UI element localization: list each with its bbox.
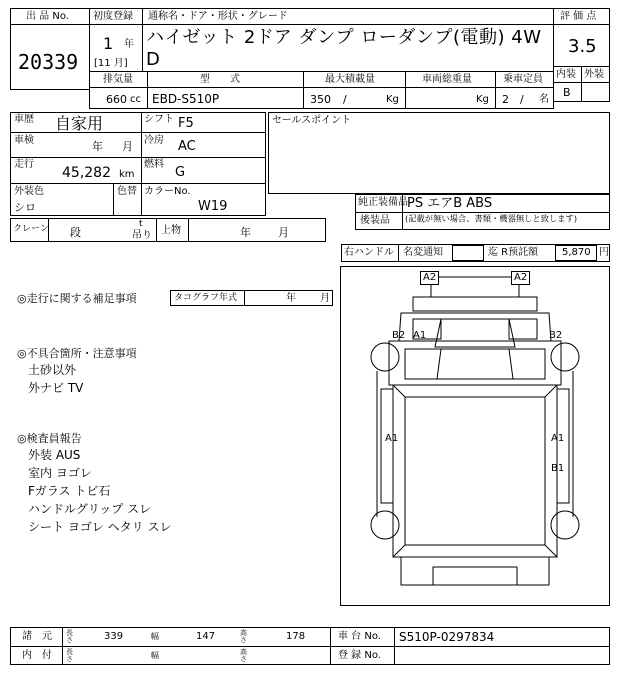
height-value: 178: [286, 631, 306, 642]
width-label: 幅: [151, 632, 159, 641]
color-no-value: W19: [198, 199, 228, 214]
color-change-label: 色替: [117, 186, 137, 197]
inspector-item: Fガラス トビ石: [28, 484, 111, 498]
model-value: EBD-S510P: [152, 92, 220, 106]
interior-grade-label: 内装: [556, 69, 576, 80]
max-load-label: 最大積載量: [325, 74, 375, 85]
interior-grade: B: [563, 86, 571, 99]
sales-point-label: セールスポイント: [272, 115, 352, 126]
height-label-2: 高さ: [240, 648, 247, 663]
lot-number: 20339: [18, 50, 79, 74]
defect-item: 土砂以外: [28, 363, 77, 377]
first-reg-year-unit: 年: [124, 39, 134, 50]
inspection-month: 月: [122, 140, 133, 153]
model-label: 型 式: [200, 74, 240, 85]
capacity-value: 2: [502, 93, 509, 106]
mileage-value: 45,282: [62, 165, 111, 181]
damage-mark: B2: [549, 330, 563, 341]
handle-value: 右ハンドル: [344, 247, 394, 258]
damage-mark: A2: [420, 271, 439, 285]
inspection-year: 年: [92, 140, 103, 153]
tacho-year: 年: [286, 293, 296, 304]
recycle-fee-value: 5,870: [562, 247, 591, 258]
recycle-label: 迄 R预託額: [488, 247, 539, 258]
aftermarket-label: 後装品: [360, 215, 390, 226]
displacement-label: 排気量: [103, 74, 133, 85]
ac-value: AC: [178, 139, 196, 154]
width-label-2: 幅: [151, 651, 159, 660]
roof-year: 年: [240, 226, 251, 239]
width-value: 147: [196, 631, 216, 642]
defect-item: 外ナビ TV: [28, 381, 84, 395]
inspector-label: ◎検査員報告: [17, 432, 82, 445]
history-value: 自家用: [55, 114, 104, 133]
length-label-2: 長さ: [66, 648, 73, 663]
fuel-label: 燃料: [144, 159, 164, 170]
chassis-number: S510P-0297834: [399, 630, 495, 644]
aftermarket-note: (記載が無い場合、書類・機器無しと致します): [405, 215, 578, 225]
exterior-grade-label: 外装: [584, 69, 604, 80]
factory-equipment-items: PS エアB ABS: [407, 196, 493, 211]
damage-mark: B2: [392, 330, 406, 341]
roof-label: 上物: [161, 225, 181, 236]
color-label: 外装色: [14, 186, 44, 197]
car-name-line2: D: [146, 49, 160, 70]
color-no-label: カラーNo.: [144, 186, 191, 197]
mileage-unit: km: [119, 169, 135, 180]
name-change-checkbox: [452, 245, 484, 261]
defects-label: ◎不具合箇所・注意事項: [17, 347, 137, 360]
max-load-sep: /: [343, 93, 347, 106]
length-label: 長さ: [66, 629, 73, 644]
first-reg-label: 初度登録: [93, 11, 133, 22]
details-block: [10, 112, 266, 216]
tacho-month: 月: [320, 293, 330, 304]
displacement-unit: cc: [130, 94, 141, 105]
inspector-item: ハンドルグリップ スレ: [28, 502, 152, 516]
ac-label: 冷房: [144, 135, 164, 146]
registration-label: 登 録 No.: [338, 650, 381, 661]
capacity-label: 乗車定員: [503, 74, 543, 85]
history-label: 車歴: [14, 114, 34, 125]
car-name-header: 通称名・ドア・形状・グレード: [148, 11, 288, 22]
gross-weight-label: 車両総重量: [422, 74, 472, 85]
driving-notes-label: ◎走行に関する補足事項: [17, 292, 137, 305]
length-value: 339: [104, 631, 124, 642]
lot-label: 出 品 No.: [26, 11, 69, 22]
color-value: シロ: [14, 201, 36, 214]
name-change-label: 名変通知: [403, 247, 443, 258]
max-load-unit: Kg: [386, 94, 399, 105]
max-load-value: 350: [310, 93, 331, 106]
damage-diagram: [340, 266, 610, 606]
crane-stage: 段: [70, 226, 81, 239]
chassis-label: 車 台 No.: [338, 631, 381, 642]
shift-value: F5: [178, 116, 194, 131]
capacity-unit: 名: [539, 94, 549, 105]
inspector-item: シート ヨゴレ ヘタリ スレ: [28, 520, 172, 534]
displacement-value: 660: [106, 93, 127, 106]
damage-mark: A1: [413, 330, 427, 341]
tacho-label: タコグラフ年式: [174, 293, 238, 303]
factory-equipment-label: 純正装備品: [358, 197, 408, 208]
damage-mark: B1: [551, 463, 565, 474]
crane-ton-label: t: [139, 219, 143, 229]
crane-label: クレーン: [13, 224, 49, 234]
interior-fit-label: 内 付: [22, 650, 52, 661]
damage-mark: A2: [511, 271, 530, 285]
dims-label: 諸 元: [22, 631, 52, 642]
score-label: 評 価 点: [560, 11, 597, 22]
inspector-item: 外装 AUS: [28, 448, 81, 462]
damage-mark: A1: [551, 433, 565, 444]
height-label: 高さ: [240, 629, 247, 644]
fuel-value: G: [175, 165, 186, 180]
inspector-item: 室内 ヨゴレ: [28, 466, 92, 480]
first-reg-year: 1: [103, 34, 114, 53]
score-value: 3.5: [568, 36, 597, 57]
mileage-label: 走行: [14, 159, 34, 170]
vehicle-outline: [341, 267, 609, 605]
crane-hoist: 吊り: [132, 230, 152, 241]
roof-month: 月: [278, 226, 289, 239]
capacity-sep: /: [520, 93, 524, 106]
first-reg-month: [11 月]: [94, 58, 128, 69]
shift-label: シフト: [144, 114, 174, 125]
inspection-label: 車検: [14, 135, 34, 146]
yen-unit: 円: [599, 247, 609, 258]
car-name-line1: ハイゼット 2ドア ダンプ ローダンプ(電動) 4W: [146, 27, 542, 48]
damage-mark: A1: [385, 433, 399, 444]
gross-weight-unit: Kg: [476, 94, 489, 105]
